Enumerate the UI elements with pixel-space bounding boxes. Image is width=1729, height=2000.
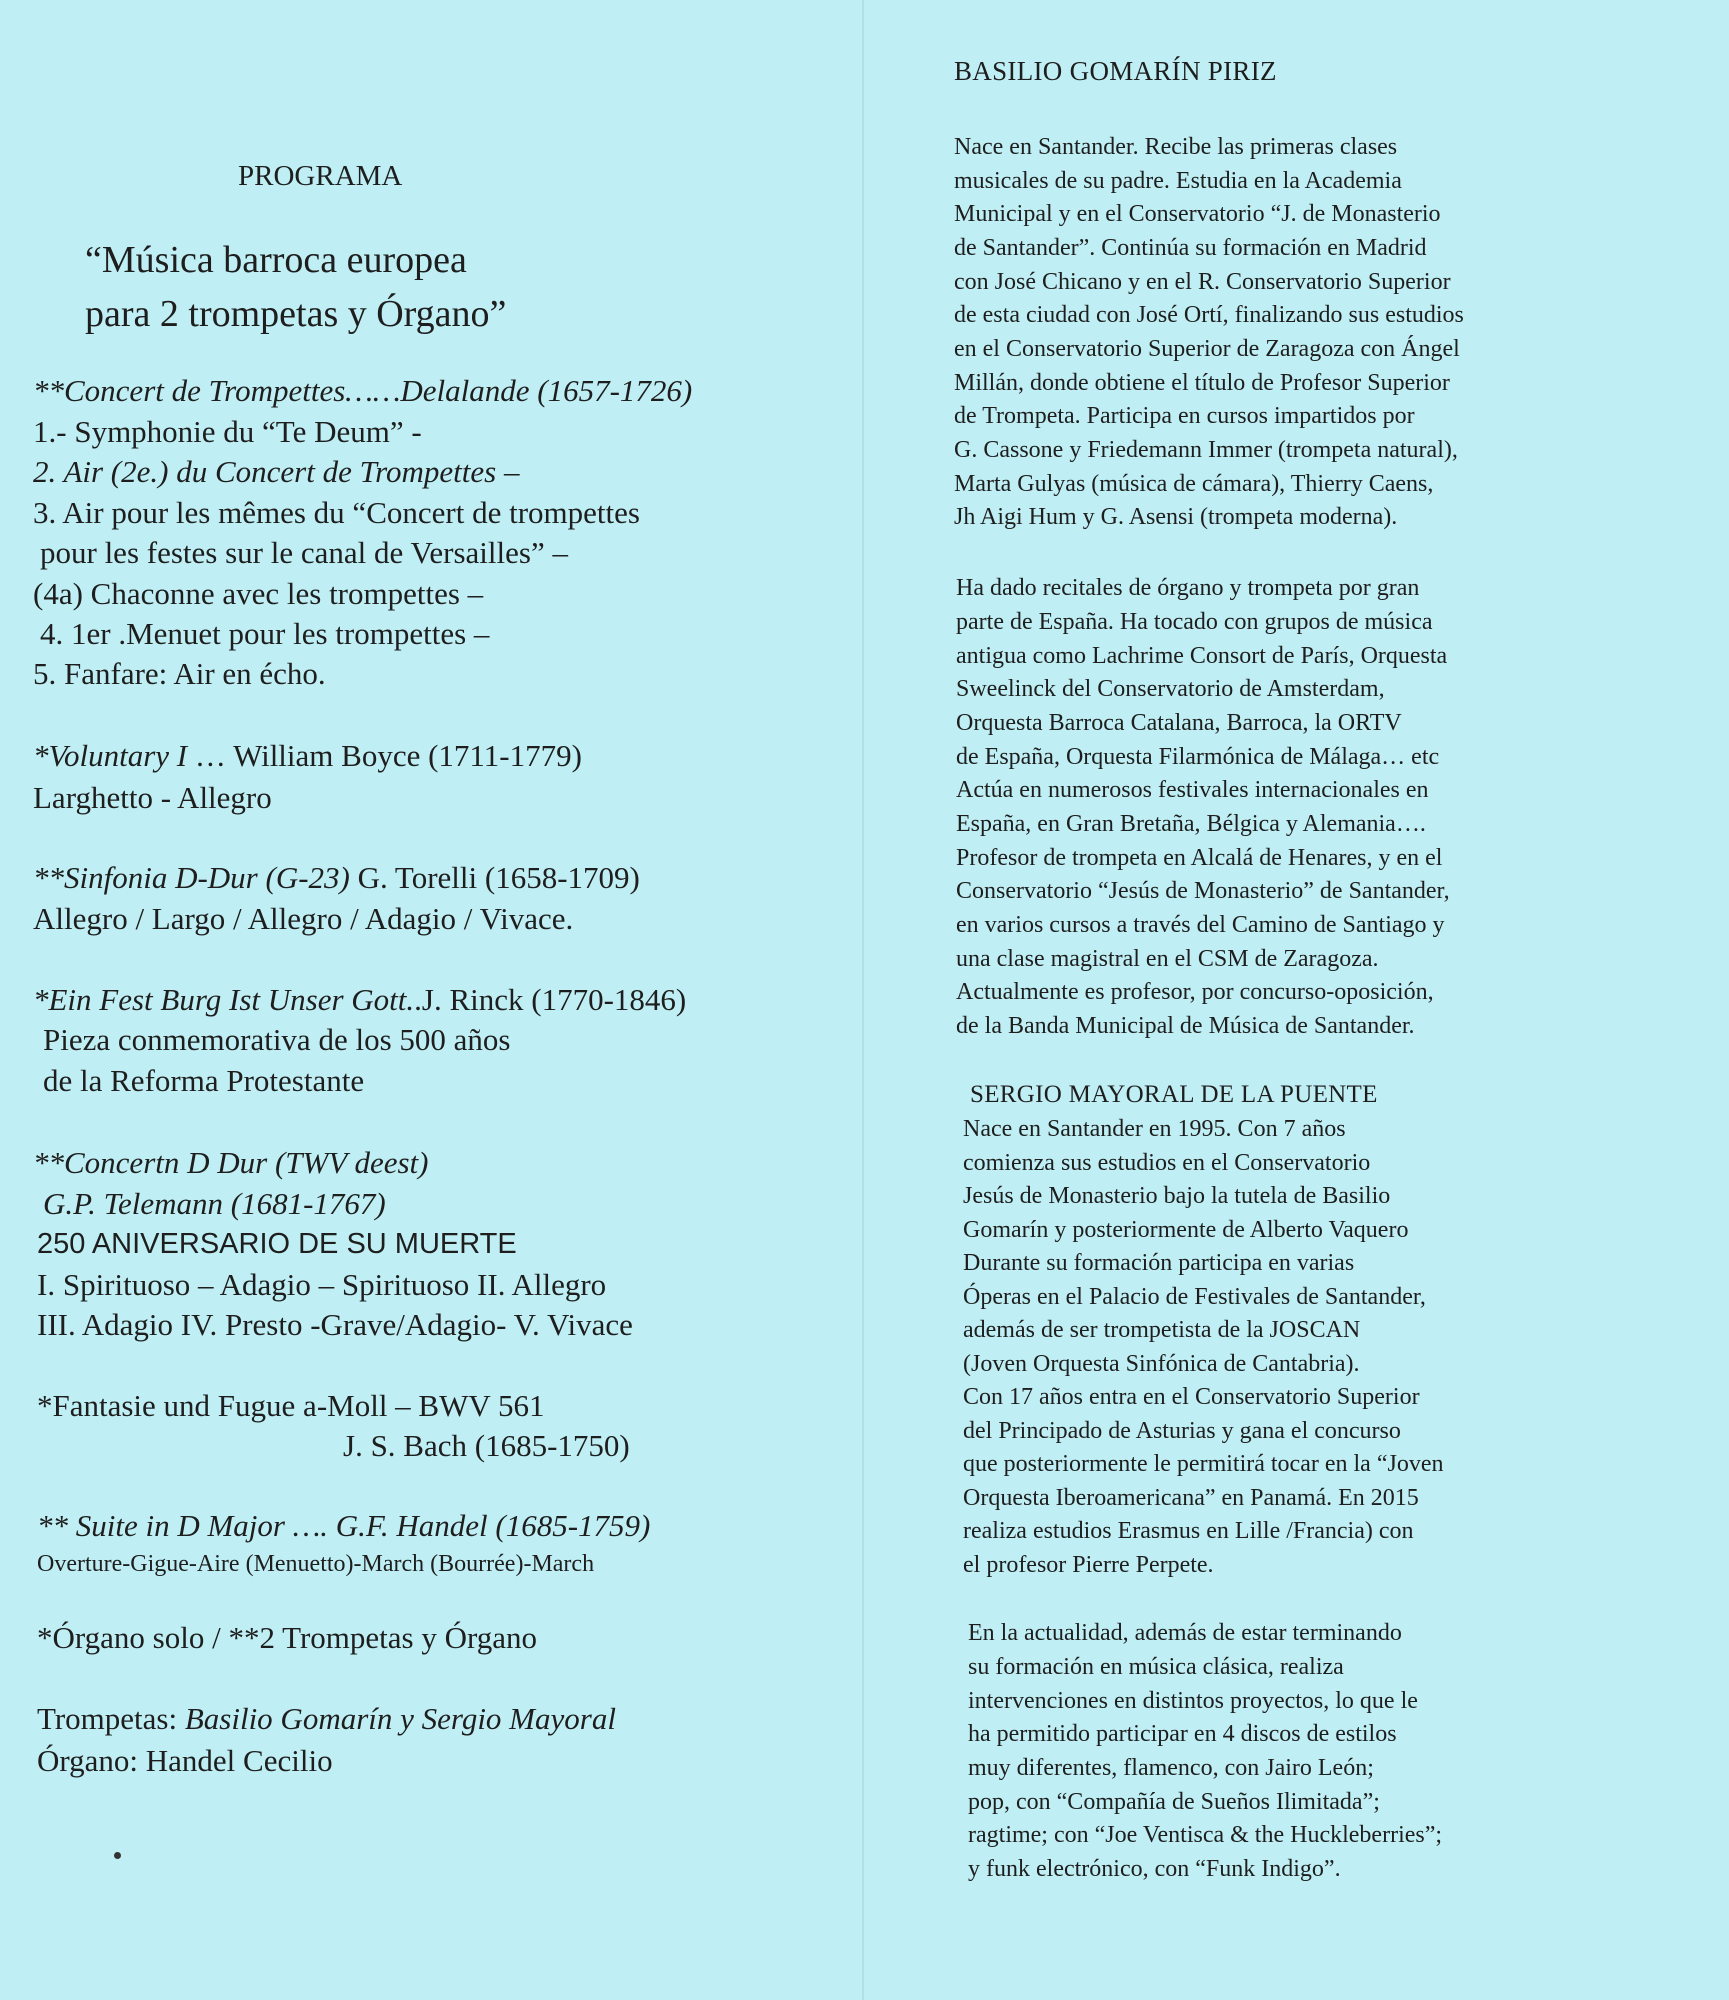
handel-title: ** Suite in D Major …. G.F. Handel (1685-1759) xyxy=(37,1508,651,1543)
delalande-header: **Concert de Trompettes……Delalande (1657-1726) xyxy=(33,373,693,408)
bio-line: Conservatorio “Jesús de Monasterio” de Santander, xyxy=(956,878,1450,904)
bio-line: antigua como Lachrime Consort de París, Orquesta xyxy=(956,643,1448,669)
organist-line: Órgano: Handel Cecilio xyxy=(37,1743,333,1778)
bio-line: ragtime; con “Joe Ventisca & the Huckleberries”; xyxy=(968,1822,1443,1848)
delalande-item: 5. Fanfare: Air en écho. xyxy=(33,656,326,691)
trumpeters-names: Basilio Gomarín y Sergio Mayoral xyxy=(177,1701,616,1736)
bio-line: su formación en música clásica, realiza xyxy=(968,1654,1344,1680)
bio-line: Orquesta Iberoamericana” en Panamá. En 2015 xyxy=(963,1485,1419,1511)
bio-line: España, en Gran Bretaña, Bélgica y Alemania…. xyxy=(956,811,1426,837)
bio-line: pop, con “Compañía de Sueños Ilimitada”; xyxy=(968,1789,1380,1815)
bio-line: en el Conservatorio Superior de Zaragoza con Ángel xyxy=(954,336,1460,362)
page-fold-divider xyxy=(862,0,864,2000)
bio-line: Óperas en el Palacio de Festivales de Santander, xyxy=(963,1284,1426,1310)
bach-title: *Fantasie und Fugue a-Moll – BWV 561 xyxy=(37,1388,545,1423)
bio-line: el profesor Pierre Perpete. xyxy=(963,1552,1214,1578)
bio-line: de esta ciudad con José Ortí, finalizando sus estudios xyxy=(954,302,1464,328)
program-column xyxy=(0,0,860,2000)
bach-composer: J. S. Bach (1685-1750) xyxy=(343,1428,630,1463)
bio-line: comienza sus estudios en el Conservatorio xyxy=(963,1150,1371,1176)
bio-line: muy diferentes, flamenco, con Jairo León; xyxy=(968,1755,1374,1781)
trumpeters-label: Trompetas: xyxy=(37,1701,178,1736)
delalande-item: (4a) Chaconne avec les trompettes – xyxy=(33,576,484,611)
bio-line: y funk electrónico, con “Funk Indigo”. xyxy=(968,1856,1341,1882)
telemann-title: **Concertn D Dur (TWV deest) xyxy=(33,1145,429,1180)
boyce-movements: Larghetto - Allegro xyxy=(33,780,272,815)
bio-line: parte de España. Ha tocado con grupos de música xyxy=(956,609,1433,635)
stray-dot xyxy=(114,1852,121,1859)
bio-sergio-name: SERGIO MAYORAL DE LA PUENTE xyxy=(970,1081,1378,1108)
torelli-line xyxy=(33,860,640,896)
bio-line: una clase magistral en el CSM de Zaragoza. xyxy=(956,946,1379,972)
trumpeters-line xyxy=(37,1701,616,1737)
bio-line: Nace en Santander en 1995. Con 7 años xyxy=(963,1116,1346,1142)
bio-basilio-name: BASILIO GOMARÍN PIRIZ xyxy=(954,56,1277,86)
delalande-item: 3. Air pour les mêmes du “Concert de trompettes xyxy=(33,495,640,530)
torelli-composer: G. Torelli (1658-1709) xyxy=(349,860,640,895)
bio-line: Sweelinck del Conservatorio de Amsterdam, xyxy=(956,676,1385,702)
bio-line: Con 17 años entra en el Conservatorio Superior xyxy=(963,1384,1420,1410)
bio-line: con José Chicano y en el R. Conservatorio Superior xyxy=(954,269,1451,295)
rinck-note: de la Reforma Protestante xyxy=(43,1063,365,1098)
bio-line: intervenciones en distintos proyectos, lo que le xyxy=(968,1688,1418,1714)
boyce-composer: … William Boyce (1711-1779) xyxy=(187,738,582,773)
bio-line: Jesús de Monasterio bajo la tutela de Basilio xyxy=(963,1183,1391,1209)
bio-line: que posteriormente le permitirá tocar en la “Joven xyxy=(963,1451,1444,1477)
rinck-composer: .J. Rinck (1770-1846) xyxy=(414,982,687,1017)
program-heading: PROGRAMA xyxy=(238,160,403,192)
program-title-line-1: “Música barroca europea xyxy=(85,239,467,281)
delalande-item: 1.- Symphonie du “Te Deum” - xyxy=(33,414,422,449)
handel-movements: Overture-Gigue-Aire (Menuetto)-March (Bourrée)-March xyxy=(37,1551,595,1577)
bio-line: Durante su formación participa en varias xyxy=(963,1250,1355,1276)
telemann-movements: III. Adagio IV. Presto -Grave/Adagio- V. Vivace xyxy=(37,1307,633,1342)
delalande-item: 4. 1er .Menuet pour les trompettes – xyxy=(40,616,490,651)
biographies-column xyxy=(868,0,1729,2000)
bio-line: Jh Aigi Hum y G. Asensi (trompeta moderna). xyxy=(954,504,1398,530)
instrument-legend: *Órgano solo / **2 Trompetas y Órgano xyxy=(37,1620,538,1655)
boyce-title: *Voluntary I xyxy=(33,738,188,773)
bio-line: de Trompeta. Participa en cursos impartidos por xyxy=(954,403,1415,429)
rinck-title: *Ein Fest Burg Ist Unser Gott. xyxy=(33,982,415,1017)
bio-line: Actúa en numerosos festivales internacionales en xyxy=(956,777,1429,803)
bio-line: (Joven Orquesta Sinfónica de Cantabria). xyxy=(963,1351,1360,1377)
bio-line: Millán, donde obtiene el título de Profesor Superior xyxy=(954,370,1450,396)
bio-line: Municipal y en el Conservatorio “J. de Monasterio xyxy=(954,201,1441,227)
torelli-movements: Allegro / Largo / Allegro / Adagio / Vivace. xyxy=(33,901,574,936)
delalande-item: 2. Air (2e.) du Concert de Trompettes – xyxy=(33,454,520,489)
bio-line: Marta Gulyas (música de cámara), Thierry Caens, xyxy=(954,471,1434,497)
bio-line: de la Banda Municipal de Música de Santander. xyxy=(956,1013,1415,1039)
telemann-composer: G.P. Telemann (1681-1767) xyxy=(43,1186,386,1221)
bio-line: realiza estudios Erasmus en Lille /Francia) con xyxy=(963,1518,1414,1544)
bio-line: Orquesta Barroca Catalana, Barroca, la ORTV xyxy=(956,710,1402,736)
bio-line: Ha dado recitales de órgano y trompeta por gran xyxy=(956,575,1420,601)
bio-line: En la actualidad, además de estar terminando xyxy=(968,1620,1402,1646)
rinck-line xyxy=(33,982,686,1018)
program-title-line-2: para 2 trompetas y Órgano” xyxy=(85,293,507,335)
boyce-line xyxy=(33,738,582,774)
bio-line: de España, Orquesta Filarmónica de Málaga… etc xyxy=(956,744,1440,770)
bio-line: en varios cursos a través del Camino de Santiago y xyxy=(956,912,1445,938)
torelli-title: **Sinfonia D-Dur (G-23) xyxy=(33,860,350,895)
bio-line: Nace en Santander. Recibe las primeras clases xyxy=(954,134,1398,160)
bio-line: Actualmente es profesor, por concurso-oposición, xyxy=(956,979,1434,1005)
bio-line: musicales de su padre. Estudia en la Academia xyxy=(954,168,1402,194)
telemann-anniversary: 250 ANIVERSARIO DE SU MUERTE xyxy=(37,1228,517,1260)
bio-line: Gomarín y posteriormente de Alberto Vaquero xyxy=(963,1217,1409,1243)
rinck-note: Pieza conmemorativa de los 500 años xyxy=(43,1022,511,1057)
bio-line: ha permitido participar en 4 discos de estilos xyxy=(968,1721,1397,1747)
bio-line: Profesor de trompeta en Alcalá de Henares, y en el xyxy=(956,845,1443,871)
delalande-item: pour les festes sur le canal de Versailles” – xyxy=(40,535,568,570)
bio-line: del Principado de Asturias y gana el concurso xyxy=(963,1418,1401,1444)
bio-line: además de ser trompetista de la JOSCAN xyxy=(963,1317,1361,1343)
telemann-movements: I. Spirituoso – Adagio – Spirituoso II. Allegro xyxy=(37,1267,607,1302)
bio-line: G. Cassone y Friedemann Immer (trompeta natural), xyxy=(954,437,1458,463)
bio-line: de Santander”. Continúa su formación en Madrid xyxy=(954,235,1427,261)
